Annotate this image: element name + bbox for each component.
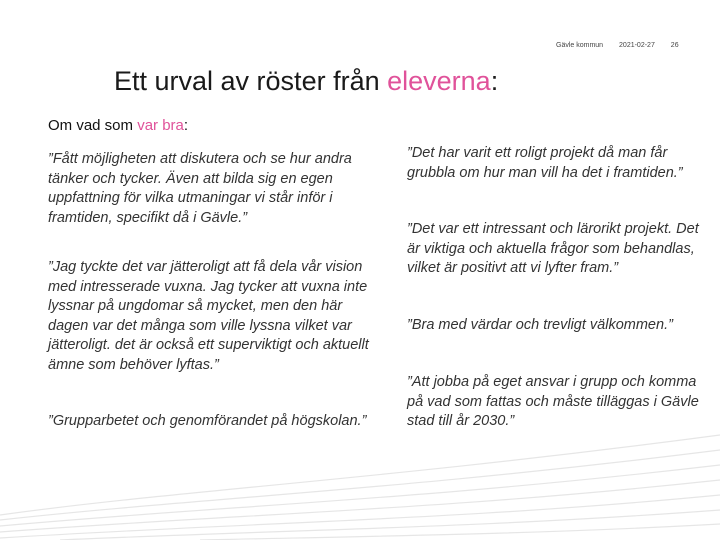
slide-header-meta <box>556 42 693 49</box>
quote-text: ”Grupparbetet och genomförandet på högskolan.” <box>48 413 367 429</box>
subtitle-prefix: Om vad som <box>48 117 138 134</box>
quote-left-2 <box>48 258 378 375</box>
quote-text: ”Bra med värdar och trevligt välkommen.” <box>407 317 673 333</box>
organization-name: Gävle kommun <box>556 42 604 49</box>
slide-date: 2021-02-27 <box>619 42 655 49</box>
quote-right-1 <box>407 144 712 183</box>
quote-text: ”Det var ett intressant och lärorikt projekt. Det är viktiga och aktuella frågor som behandlas, vilket är positivt att vi lyfter fram.” <box>407 221 699 276</box>
page-number: 26 <box>670 42 679 49</box>
subtitle-suffix: : <box>183 117 189 134</box>
quote-left-3 <box>48 412 378 432</box>
slide-title-highlight: eleverna <box>387 66 491 96</box>
slide-title-prefix: Ett urval av röster från <box>114 66 388 96</box>
quote-text: ”Det har varit ett roligt projekt då man får grubbla om hur man vill ha det i framtiden.” <box>407 145 683 181</box>
subtitle-highlight: var bra <box>137 117 184 134</box>
quote-right-4 <box>407 373 712 432</box>
section-subtitle <box>48 117 188 134</box>
quote-text: ”Jag tyckte det var jätteroligt att få dela vår vision med intresserade vuxna. Jag tycker att vuxna inte lyssnar på ungdomar så mycket, men den här dagen var det många som ville lyssna vilket var jätteroligt. det är också ett superviktigt och aktuellt ämne som behöver lyftas.” <box>48 259 369 373</box>
decorative-background-lines <box>0 420 720 540</box>
quote-right-2 <box>407 220 712 279</box>
quote-left-1 <box>48 150 378 228</box>
slide-title-suffix: : <box>490 66 499 96</box>
quote-text: ”Att jobba på eget ansvar i grupp och komma på vad som fattas och måste tilläggas i Gävle stad till år 2030.” <box>407 374 699 429</box>
quote-right-3 <box>407 316 712 336</box>
quote-text: ”Fått möjligheten att diskutera och se hur andra tänker och tycker. Även att bilda sig en egen uppfattning för vilka utmaningar vi står inför i framtiden, specifikt då i Gävle.” <box>48 151 352 226</box>
slide-title <box>114 66 498 97</box>
